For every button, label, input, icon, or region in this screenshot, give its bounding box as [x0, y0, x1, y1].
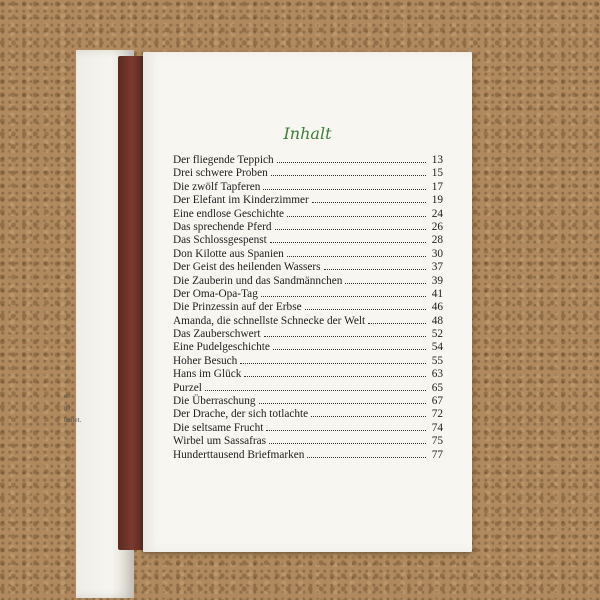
- toc-entry-page: 55: [431, 354, 443, 367]
- toc-entry-page: 17: [431, 180, 443, 193]
- left-page-fragment: beitet.: [64, 416, 82, 424]
- toc-entry-page: 74: [431, 421, 443, 434]
- toc-entry-page: 26: [431, 220, 443, 233]
- dot-leader: [264, 327, 426, 337]
- toc-entry-page: 65: [431, 381, 443, 394]
- toc-entry: [173, 421, 443, 434]
- dot-leader: [305, 300, 426, 310]
- toc-entry-page: 19: [431, 194, 443, 207]
- toc-entry-title: Der Elefant im Kinderzimmer: [173, 194, 309, 207]
- toc-entry-title: Eine Pudelgeschichte: [173, 341, 270, 354]
- dot-leader: [266, 421, 426, 431]
- dot-leader: [275, 220, 427, 230]
- toc-entry-title: Der Oma-Opa-Tag: [173, 287, 258, 300]
- toc-entry: [173, 180, 443, 193]
- toc-entry-page: 48: [431, 314, 443, 327]
- toc-entry: [173, 340, 443, 353]
- toc-entry-page: 39: [431, 274, 443, 287]
- toc-entry-title: Der fliegende Teppich: [173, 154, 274, 166]
- contents-page: [143, 52, 472, 552]
- toc-entry: [173, 207, 443, 220]
- toc-entry-page: 54: [431, 341, 443, 354]
- toc-entry: [173, 287, 443, 300]
- toc-entry-title: Amanda, die schnellste Schnecke der Welt: [173, 314, 366, 327]
- toc-entry: [173, 300, 443, 313]
- toc-entry-page: 41: [431, 287, 443, 300]
- toc-entry-title: Der Geist des heilenden Wassers: [173, 261, 321, 274]
- toc-entry: [173, 381, 443, 394]
- dot-leader: [324, 260, 426, 270]
- toc-entry-page: 24: [431, 207, 443, 220]
- page-title: Inhalt: [283, 124, 332, 143]
- dot-leader: [312, 193, 426, 203]
- toc-entry-page: 37: [431, 261, 443, 274]
- dot-leader: [287, 207, 426, 217]
- toc-entry-title: Die Zauberin und das Sandmännchen: [173, 274, 343, 287]
- toc-entry: [173, 233, 443, 246]
- toc-entry-title: Die zwölf Tapferen: [173, 180, 261, 193]
- dot-leader: [205, 381, 426, 391]
- toc-entry: [173, 407, 443, 420]
- toc-entry: [173, 394, 443, 407]
- toc-entry-title: Das Zauberschwert: [173, 328, 261, 341]
- dot-leader: [244, 367, 426, 377]
- toc-entry-page: 63: [431, 368, 443, 381]
- dot-leader: [277, 153, 426, 163]
- toc-entry: [173, 193, 443, 206]
- toc-entry-title: Purzel: [173, 381, 202, 394]
- toc-entry: [173, 260, 443, 273]
- toc-entry-title: Wirbel um Sassafras: [173, 435, 267, 448]
- toc-entry-title: Die Prinzessin auf der Erbse: [173, 301, 302, 314]
- toc-entry: [173, 274, 443, 287]
- toc-entry: [173, 153, 443, 166]
- dot-leader: [263, 180, 426, 190]
- toc-entry-page: 77: [431, 448, 443, 461]
- toc-entry: [173, 354, 443, 367]
- toc-entry-page: 67: [431, 395, 443, 408]
- dot-leader: [345, 274, 426, 284]
- dot-leader: [273, 340, 426, 350]
- toc-entry-page: 15: [431, 167, 443, 180]
- toc-entry-page: 30: [431, 247, 443, 260]
- table-of-contents: [173, 153, 443, 461]
- dot-leader: [307, 448, 426, 458]
- toc-entry-title: Drei schwere Proben: [173, 167, 268, 180]
- toc-entry-page: 13: [431, 154, 443, 166]
- toc-entry-page: 72: [431, 408, 443, 421]
- dot-leader: [311, 407, 426, 417]
- toc-entry-title: Die seltsame Frucht: [173, 421, 264, 434]
- dot-leader: [269, 434, 426, 444]
- dot-leader: [261, 287, 426, 297]
- toc-entry-title: Das Schlossgespenst: [173, 234, 267, 247]
- toc-entry-title: Eine endlose Geschichte: [173, 207, 285, 220]
- toc-entry: [173, 314, 443, 327]
- toc-entry: [173, 434, 443, 447]
- toc-entry-title: Die Überraschung: [173, 395, 256, 408]
- toc-entry-title: Der Drache, der sich totlachte: [173, 408, 309, 421]
- toc-entry-page: 75: [431, 435, 443, 448]
- toc-entry-title: Hoher Besuch: [173, 354, 238, 367]
- toc-entry-title: Don Kilotte aus Spanien: [173, 247, 284, 260]
- toc-entry-title: Hans im Glück: [173, 368, 242, 381]
- left-page-fragment: n): [64, 404, 70, 412]
- dot-leader: [271, 166, 426, 176]
- dot-leader: [259, 394, 427, 404]
- toc-entry: [173, 220, 443, 233]
- toc-entry: [173, 327, 443, 340]
- toc-entry: [173, 367, 443, 380]
- left-page-fragment: es: [64, 392, 70, 400]
- toc-entry: [173, 448, 443, 461]
- toc-entry: [173, 166, 443, 179]
- dot-leader: [270, 233, 426, 243]
- dot-leader: [368, 314, 426, 324]
- toc-entry-page: 28: [431, 234, 443, 247]
- toc-entry-title: Hunderttausend Briefmarken: [173, 448, 305, 461]
- toc-entry-page: 52: [431, 328, 443, 341]
- toc-entry-title: Das sprechende Pferd: [173, 220, 272, 233]
- dot-leader: [240, 354, 426, 364]
- dot-leader: [287, 247, 426, 257]
- toc-entry: [173, 247, 443, 260]
- toc-entry-page: 46: [431, 301, 443, 314]
